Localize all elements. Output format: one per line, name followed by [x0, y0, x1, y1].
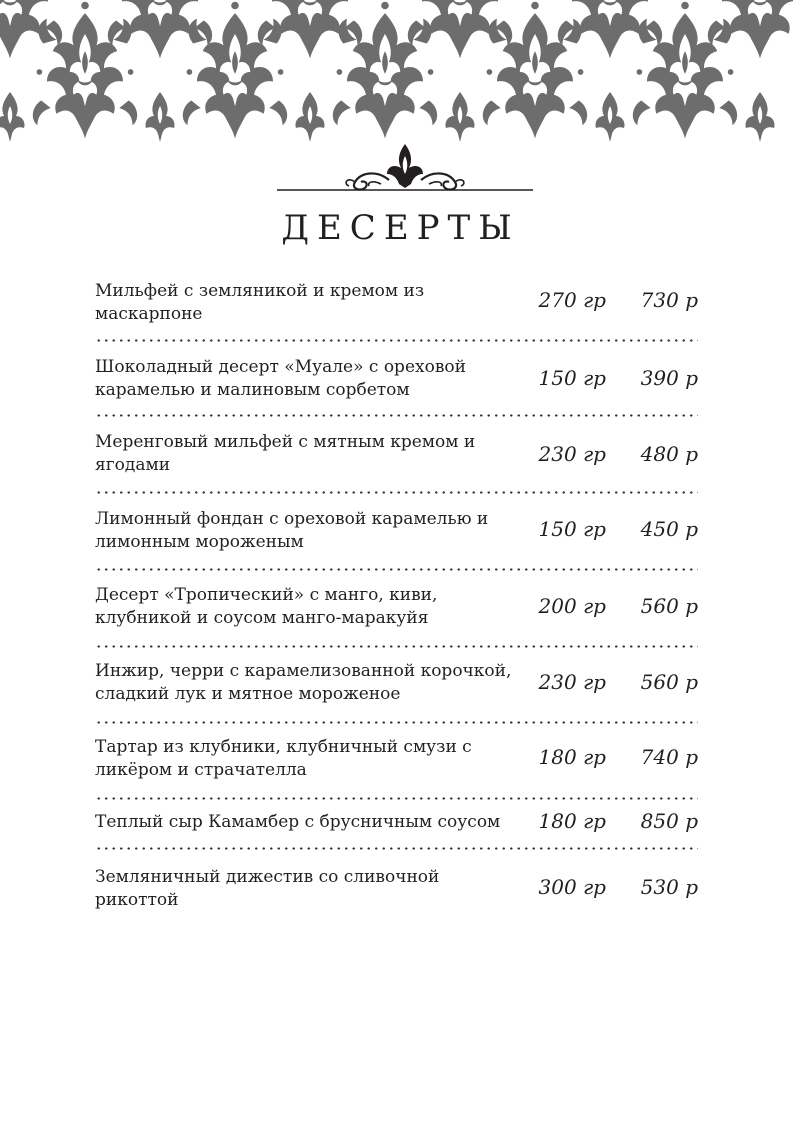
- flourish-ornament: [277, 140, 533, 194]
- menu-item-name: Земляничный дижестив со сливочной рикоттой: [95, 867, 440, 910]
- menu-item-weight: 200 гр: [538, 594, 606, 618]
- page-title: ДЕСЕРТЫ: [281, 208, 520, 248]
- dotted-divider: [95, 568, 698, 571]
- damask-pattern-icon: [0, 0, 793, 150]
- dotted-divider: [95, 797, 698, 800]
- menu-item-price: 850 р: [640, 809, 698, 833]
- flourish-icon: [277, 140, 533, 194]
- menu-item-price: 450 р: [640, 517, 698, 541]
- menu-item-name: Инжир, черри с карамелизованной корочкой, сладкий лук и мятное мороженое: [95, 661, 512, 704]
- dotted-divider: [95, 491, 698, 494]
- menu-item-name: Шоколадный десерт «Муале» с ореховой карамелью и малиновым сорбетом: [95, 357, 466, 400]
- menu-item-weight: 270 гр: [538, 288, 606, 312]
- menu-item-name: Теплый сыр Камамбер с брусничным соусом: [95, 812, 501, 832]
- menu-item-price: 480 р: [640, 442, 698, 466]
- menu-item-price: 390 р: [640, 366, 698, 390]
- menu-item-weight: 150 гр: [538, 517, 606, 541]
- menu-item-name: Лимонный фондан с ореховой карамелью и лимонным мороженым: [95, 509, 489, 552]
- menu-item-name: Десерт «Тропический» с манго, киви, клубникой и соусом манго-маракуйя: [95, 585, 438, 628]
- dotted-divider: [95, 847, 698, 850]
- menu-item-price: 530 р: [640, 875, 698, 899]
- dotted-divider: [95, 414, 698, 417]
- menu-item-price: 560 р: [640, 594, 698, 618]
- menu-item-price: 730 р: [640, 288, 698, 312]
- menu-item-name: Меренговый мильфей с мятным кремом и ягодами: [95, 432, 476, 475]
- dotted-divider: [95, 645, 698, 648]
- menu-item-price: 740 р: [640, 745, 698, 769]
- menu-item-weight: 230 гр: [538, 442, 606, 466]
- menu-item-weight: 180 гр: [538, 809, 606, 833]
- menu-item-weight: 230 гр: [538, 670, 606, 694]
- dotted-divider: [95, 339, 698, 342]
- menu-item-weight: 150 гр: [538, 366, 606, 390]
- dotted-divider: [95, 721, 698, 724]
- menu-item-weight: 300 гр: [538, 875, 606, 899]
- menu-item-name: Тартар из клубники, клубничный смузи с ликёром и страчателла: [95, 737, 472, 780]
- menu-item-price: 560 р: [640, 670, 698, 694]
- menu-item-weight: 180 гр: [538, 745, 606, 769]
- damask-pattern-header: [0, 0, 793, 150]
- menu-item-name: Мильфей с земляникой и кремом из маскарпоне: [95, 281, 425, 324]
